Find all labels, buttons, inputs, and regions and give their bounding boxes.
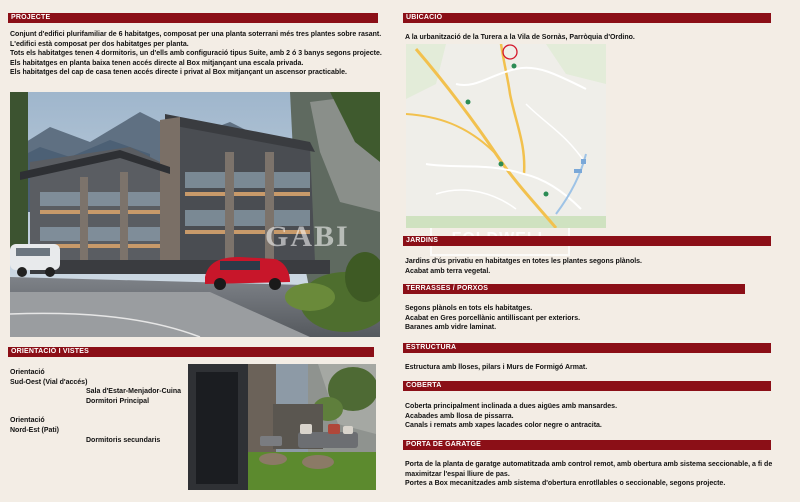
projecte-line: Els habitatges del cap de casa tenen accés directe i privat al Box mitjançant un ascensor practicable.: [10, 69, 347, 76]
jardins-line: Acabat amb terra vegetal.: [405, 267, 491, 275]
orientacio-direction: Nord-Est (Pati): [10, 426, 59, 434]
garatge-line: maximitzar l'espai lliure de pas.: [405, 470, 510, 478]
projecte-line: L'edifici està composat per dos habitatges per planta.: [10, 40, 189, 48]
projecte-text: [10, 30, 382, 78]
orientacio-label: Orientació: [10, 417, 45, 424]
terrasses-text: [405, 304, 580, 333]
garatge-line: Portes a Box mecanitzades amb sistema d'obertura enrotllables o seccionable, segons projecte.: [405, 480, 726, 487]
terrasses-header: TERRASSES / PORXOS: [403, 284, 745, 294]
orientacio-group-1: [10, 368, 87, 387]
garatge-line: Porta de la planta de garatge automatitzada amb control remot, amb obertura amb sistema seccionable, a fi de: [405, 461, 773, 468]
coberta-line: Canals i remats amb xapes lacades color negre o antracita.: [405, 422, 602, 429]
projecte-line: Conjunt d'edifici plurifamiliar de 6 habitatges, composat per una planta soterrani més tres plantes sobre rasant.: [10, 31, 382, 38]
orientacio-header: ORIENTACIÓ I VISTES: [8, 347, 374, 357]
coberta-header: COBERTA: [403, 381, 771, 391]
ubicacio-text: A la urbanització de la Turera a la Vila de Sornàs, Parròquia d'Ordino.: [405, 34, 635, 41]
estructura-text: [405, 363, 587, 373]
terrasses-line: Segons plànols en tots els habitatges.: [405, 305, 533, 312]
location-map: [406, 44, 606, 228]
room-label: Dormitori Principal: [86, 397, 150, 405]
terrasses-line: Acabat en Gres porcellànic antilliscant per exteriors.: [405, 314, 581, 322]
projecte-line: Els habitatges en planta baixa tenen accés directe al Box mitjançant una escala privada.: [10, 59, 304, 67]
jardins-line: Jardins d'ús privatiu en habitatges en totes les plantes segons plànols.: [405, 258, 643, 265]
watermark-logo: GABI: [265, 220, 350, 253]
orientacio-label: Orientació: [10, 369, 45, 376]
garatge-header: PORTA DE GARATGE: [403, 440, 771, 450]
jardins-header: JARDINS: [403, 236, 771, 246]
estructura-line: Estructura amb lloses, pilars i Murs de Formigó Armat.: [405, 364, 588, 371]
estructura-header: ESTRUCTURA: [403, 343, 771, 353]
room-label: Sala d'Estar-Menjador-Cuina: [86, 388, 182, 395]
patio-render-image: [188, 364, 376, 490]
orientacio-group-2: [10, 416, 59, 435]
projecte-header: PROJECTE: [8, 13, 378, 23]
orientacio-direction: Sud-Oest (Vial d'accés): [10, 378, 88, 386]
coberta-text: [405, 402, 617, 431]
orientacio-rooms-2: [86, 436, 160, 446]
coberta-line: Acabades amb llosa de pissarra.: [405, 412, 514, 420]
jardins-text: [405, 257, 642, 276]
coberta-line: Coberta principalment inclinada a dues aigües amb mansardes.: [405, 403, 618, 410]
terrasses-line: Baranes amb vidre laminat.: [405, 324, 497, 331]
projecte-line: Tots els habitatges tenen 4 dormitoris, un d'ells amb configuració tipus Suite, amb 2 ó 3 banys segons projecte.: [10, 50, 382, 57]
garatge-text: [405, 460, 772, 489]
room-label: Dormitoris secundaris: [86, 437, 161, 444]
orientacio-rooms-1: [86, 387, 181, 406]
building-render-image: [10, 92, 380, 337]
ubicacio-header: UBICACIÓ: [403, 13, 771, 23]
